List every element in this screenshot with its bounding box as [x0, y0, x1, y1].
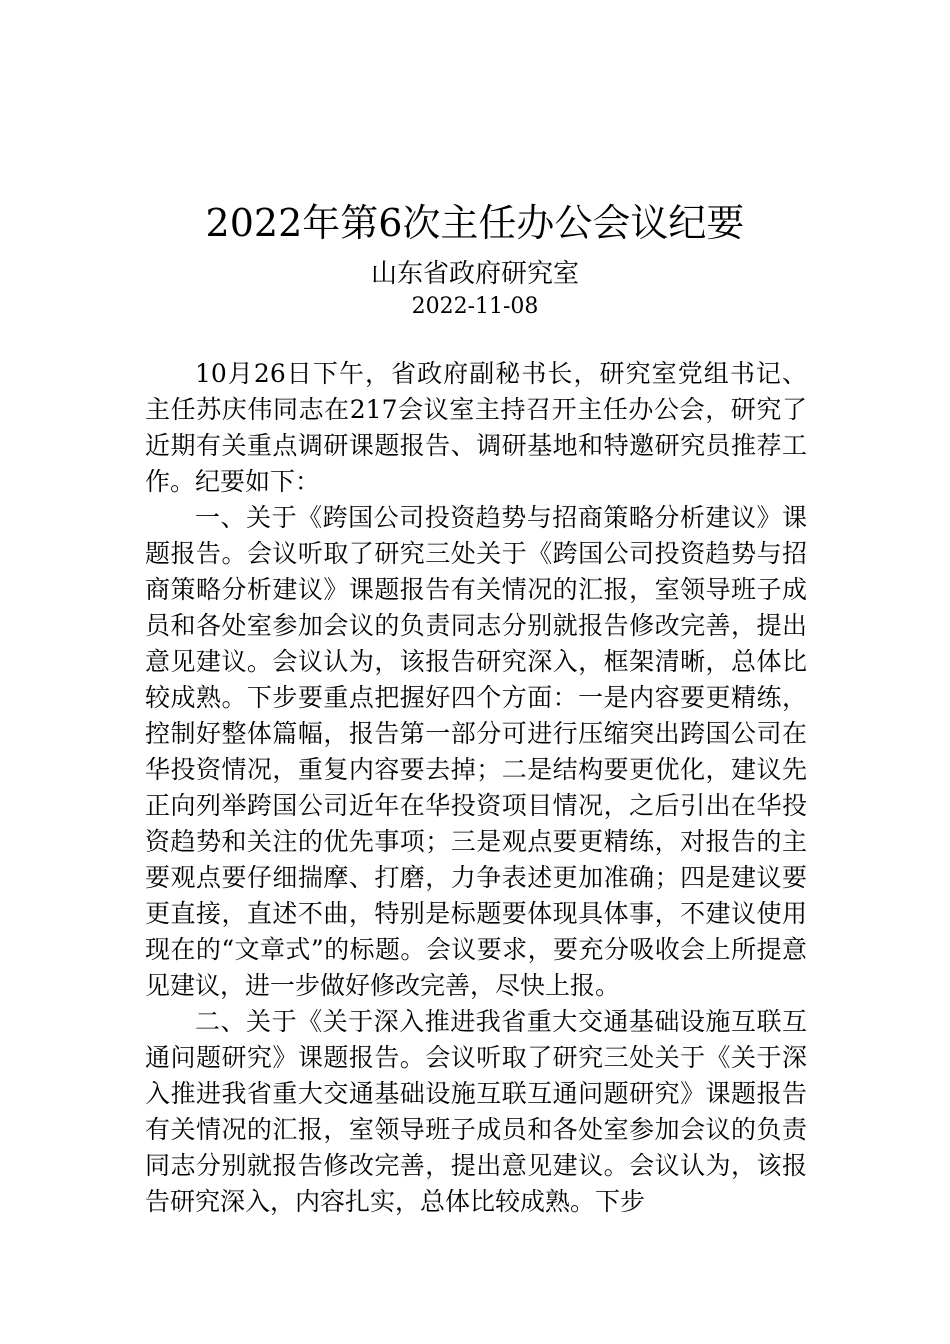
document-date: 2022-11-08 [411, 294, 539, 319]
paragraph-item-2: 二、关于《关于深入推进我省重大交通基础设施互联互通问题研究》课题报告。会议听取了研究三处关于《关于深入推进我省重大交通基础设施互联互通问题研究》课题报告有关情况的汇报，室领导班子成员和各处室参加会议的负责同志分别就报告修改完善，提出意见建议。会议认为，该报告研究深入，内容扎实，总体比较成熟。下步 [145, 1007, 807, 1216]
document-body [145, 356, 807, 1220]
document-title: 2022年第6次主任办公会议纪要 [205, 201, 745, 245]
paragraph-item-1: 一、关于《跨国公司投资趋势与招商策略分析建议》课题报告。会议听取了研究三处关于《跨国公司投资趋势与招商策略分析建议》课题报告有关情况的汇报，室领导班子成员和各处室参加会议的负责同志分别就报告修改完善，提出意见建议。会议认为，该报告研究深入，框架清晰，总体比较成熟。下步要重点把握好四个方面：一是内容要更精练，控制好整体篇幅，报告第一部分可进行压缩突出跨国公司在华投资情况，重复内容要去掉；二是结构要更优化，建议先正向列举跨国公司近年在华投资项目情况，之后引出在华投资趋势和关注的优先事项；三是观点要更精练，对报告的主要观点要仔细揣摩、打磨，力争表述更加准确；四是建议要更直接，直述不曲，特别是标题要体现具体事，不建议使用现在的“文章式”的标题。会议要求，要充分吸收会上所提意见建议，进一步做好修改完善，尽快上报。 [145, 503, 807, 1000]
paragraph-intro: 10月26日下午，省政府副秘书长，研究室党组书记、主任苏庆伟同志在217会议室主持召开主任办公会，研究了近期有关重点调研课题报告、调研基地和特邀研究员推荐工作。纪要如下： [145, 359, 807, 496]
issuing-organization: 山东省政府研究室 [370, 259, 579, 289]
